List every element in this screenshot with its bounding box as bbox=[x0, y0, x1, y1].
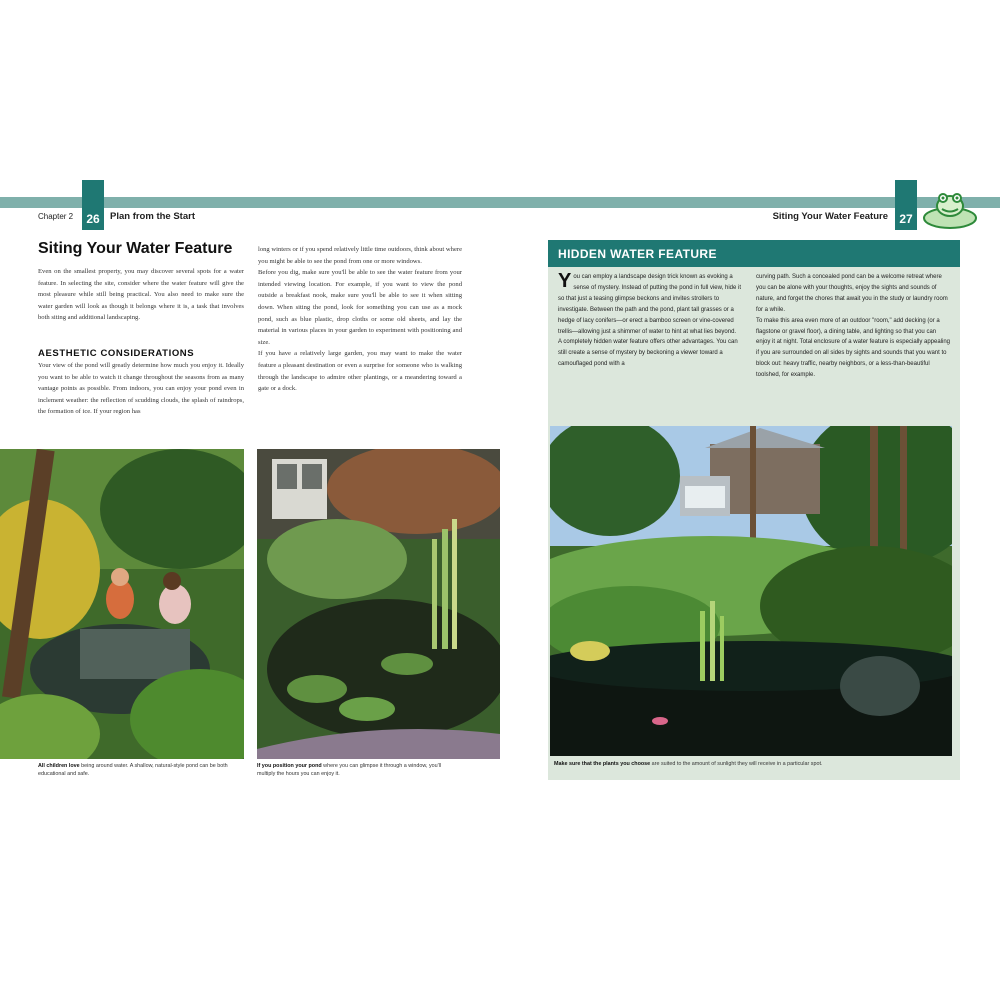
drop-cap: Y bbox=[558, 272, 572, 292]
hidden-water-feature-sidebar bbox=[548, 240, 960, 780]
aesthetic-paragraph: Your view of the pond will greatly determine how much you enjoy it. Ideally you want to be able to watch it change throughout the seasons from as many vantage points as possible. From indoors, you can enjoy your pond even in inclement weather: the reflection of scudding clouds, the splash of raindrops, the formation of ice. If your region has bbox=[38, 362, 244, 416]
header-band bbox=[0, 197, 1000, 208]
second-column-text: long winters or if you spend relatively little time outdoors, think about where you might be able to see the pond from one or more windows. Before you dig, make sure you'll be able to see the water feature from your intended viewing location. For example, if you want to view the pond outside a breakfast nook, make sure you'll be able to see it when sitting down. When siting the pond, look for something you can use as a mock pond, such as blue plastic, drop cloths or some old sheets, and lay the material in various places in your garden to experiment with positioning and size. If you have a relatively large garden, you may want to make the water feature a pleasant destination or even a surprise for someone who is walking through the landscape to admire other plantings, or a meandering toward a gate or a dock. bbox=[258, 246, 462, 393]
photo-caption-children: All children love being around water. A shallow, natural-style pond can be both educational and safe. bbox=[38, 763, 228, 777]
children-pond-photo bbox=[0, 449, 244, 759]
left-running-title: Plan from the Start bbox=[110, 211, 195, 222]
section-subhead: AESTHETIC CONSIDERATIONS bbox=[38, 348, 195, 359]
sidebar-column-2: curving path. Such a concealed pond can be a welcome retreat where you can be alone with your thoughts, enjoy the sights and sounds of nature, and forget the chores that await you in the study or laundry room for a while. To make this area even more of an outdoor "room," add decking (or a flagstone or gravel floor), a dining table, and lighting so that you can enjoy it at night. Total enclosure of a water feature is especially appealing if you are surrounded on all sides by sights and sounds that you want to block out: heavy traffic, nearby neighbors, or a less-than-beautiful toolshed, for example. bbox=[756, 274, 951, 379]
window-pond-photo bbox=[257, 449, 500, 759]
chapter-label: Chapter 2 bbox=[38, 212, 74, 221]
sidebar-column-1: You can employ a landscape design trick known as evoking a sense of mystery. Instead of putting the pond in full view, hide it so that just a teasing glimpse beckons and invites strollers to investigate. Between the path and the pond, plant tall grasses or a hedge of lacy conifers—or erect a bamboo screen or vine-covered trellis—allowing just a shimmer of water to hint at what lies beyond. A completely hidden water feature offers other advantages. You can still create a sense of mystery by beckoning a viewer toward a camouflaged pond with a bbox=[558, 272, 741, 368]
page-title: Siting Your Water Feature bbox=[38, 240, 233, 257]
right-page-number: 27 bbox=[899, 212, 913, 226]
left-page-number: 26 bbox=[86, 212, 100, 226]
sidebar-header bbox=[548, 240, 960, 267]
sidebar-photo-caption: Make sure that the plants you choose are suited to the amount of sunlight they will receive in a particular spot. bbox=[554, 761, 823, 767]
sidebar-heading: HIDDEN WATER FEATURE bbox=[558, 247, 717, 261]
right-running-title: Siting Your Water Feature bbox=[772, 211, 888, 222]
frog-on-lilypad-icon bbox=[920, 182, 980, 232]
intro-paragraph: Even on the smallest property, you may discover several spots for a water feature. In selecting the site, consider where the water feature will give the most pleasure while still being practical. You also need to make sure the water garden will look as though it belongs where it is, a task that involves both siting and additional landscaping. bbox=[38, 268, 244, 322]
concealed-pond-photo bbox=[550, 426, 952, 756]
photo-caption-window: If you position your pond where you can glimpse it through a window, you'll multiply the hours you can enjoy it. bbox=[257, 763, 442, 777]
